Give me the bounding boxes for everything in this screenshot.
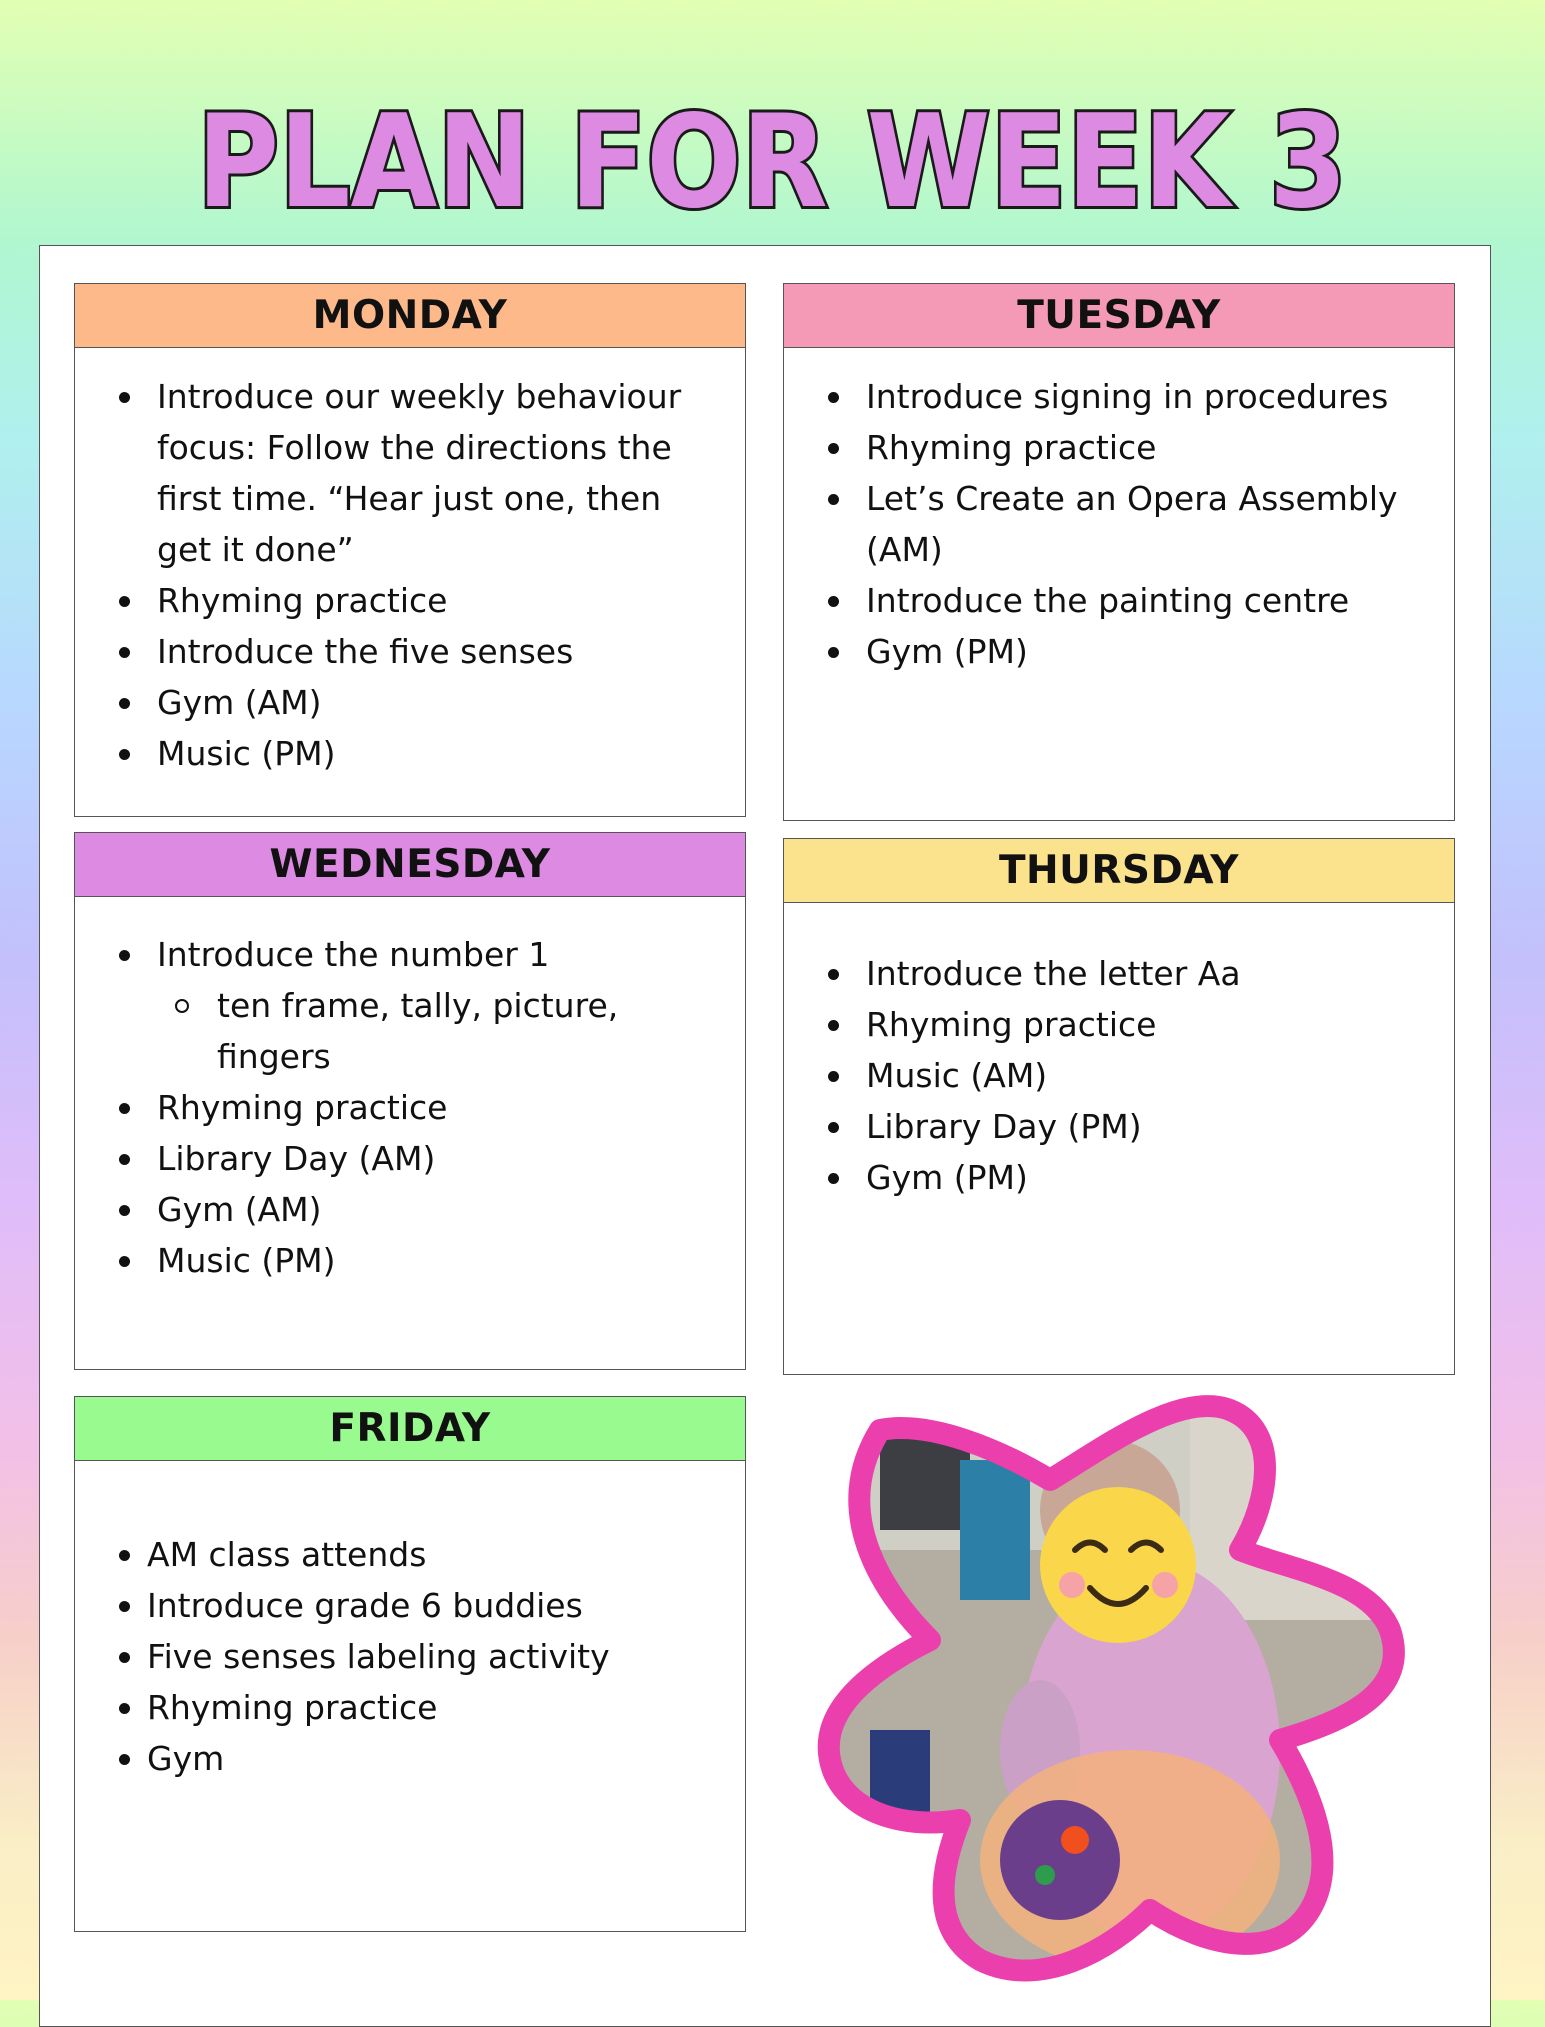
day-list-monday (75, 348, 745, 779)
list-item: Gym (AM) (75, 677, 745, 728)
list-item-continued: first time. “Hear just one, then (157, 479, 662, 518)
list-item: Music (PM) (75, 1235, 745, 1286)
day-card-tuesday (783, 283, 1455, 821)
list-item: Library Day (AM) (75, 1133, 745, 1184)
list-item: Introduce our weekly behaviour (75, 371, 745, 422)
list-item: Introduce grade 6 buddies (75, 1580, 745, 1631)
list-item-continued: (AM) (866, 530, 943, 569)
day-header-monday: MONDAY (75, 284, 745, 348)
title-text: PLAN FOR WEEK 3 (197, 88, 1347, 228)
list-item: Rhyming practice (75, 575, 745, 626)
classroom-photo (810, 1390, 1410, 1990)
day-header-thursday: THURSDAY (784, 839, 1454, 903)
list-item-continued: get it done” (157, 530, 354, 569)
list-item: Gym (PM) (784, 626, 1454, 677)
day-card-wednesday (74, 832, 746, 1370)
day-card-monday (74, 283, 746, 817)
smiley-face-icon (1040, 1487, 1196, 1643)
sub-list-item-continued: fingers (217, 1037, 331, 1076)
day-list-thursday (784, 903, 1454, 1203)
day-list-friday (75, 1461, 745, 1784)
list-item: Introduce signing in procedures (784, 371, 1454, 422)
list-item: Introduce the number 1 (75, 929, 745, 980)
sub-list-item: ten frame, tally, picture, (75, 980, 745, 1031)
list-item: Let’s Create an Opera Assembly (784, 473, 1454, 524)
title-svg (0, 88, 1545, 228)
list-item: Gym (AM) (75, 1184, 745, 1235)
list-item: Music (AM) (784, 1050, 1454, 1101)
list-item: Five senses labeling activity (75, 1631, 745, 1682)
list-item: Rhyming practice (784, 999, 1454, 1050)
day-header-wednesday: WEDNESDAY (75, 833, 745, 897)
list-item: Rhyming practice (75, 1682, 745, 1733)
day-header-tuesday: TUESDAY (784, 284, 1454, 348)
day-header-friday: FRIDAY (75, 1397, 745, 1461)
list-item: AM class attends (75, 1529, 745, 1580)
day-list-wednesday (75, 897, 745, 1286)
list-item: Introduce the letter Aa (784, 948, 1454, 999)
list-item: Introduce the painting centre (784, 575, 1454, 626)
list-item: Rhyming practice (75, 1082, 745, 1133)
list-item: Library Day (PM) (784, 1101, 1454, 1152)
list-item: Gym (75, 1733, 745, 1784)
list-item-continued: focus: Follow the directions the (157, 428, 672, 467)
day-card-friday (74, 1396, 746, 1932)
day-list-tuesday (784, 348, 1454, 677)
list-item: Introduce the five senses (75, 626, 745, 677)
list-item: Music (PM) (75, 728, 745, 779)
page-title (0, 88, 1545, 228)
day-card-thursday (783, 838, 1455, 1375)
photo-svg (810, 1390, 1410, 1990)
list-item: Rhyming practice (784, 422, 1454, 473)
list-item: Gym (PM) (784, 1152, 1454, 1203)
